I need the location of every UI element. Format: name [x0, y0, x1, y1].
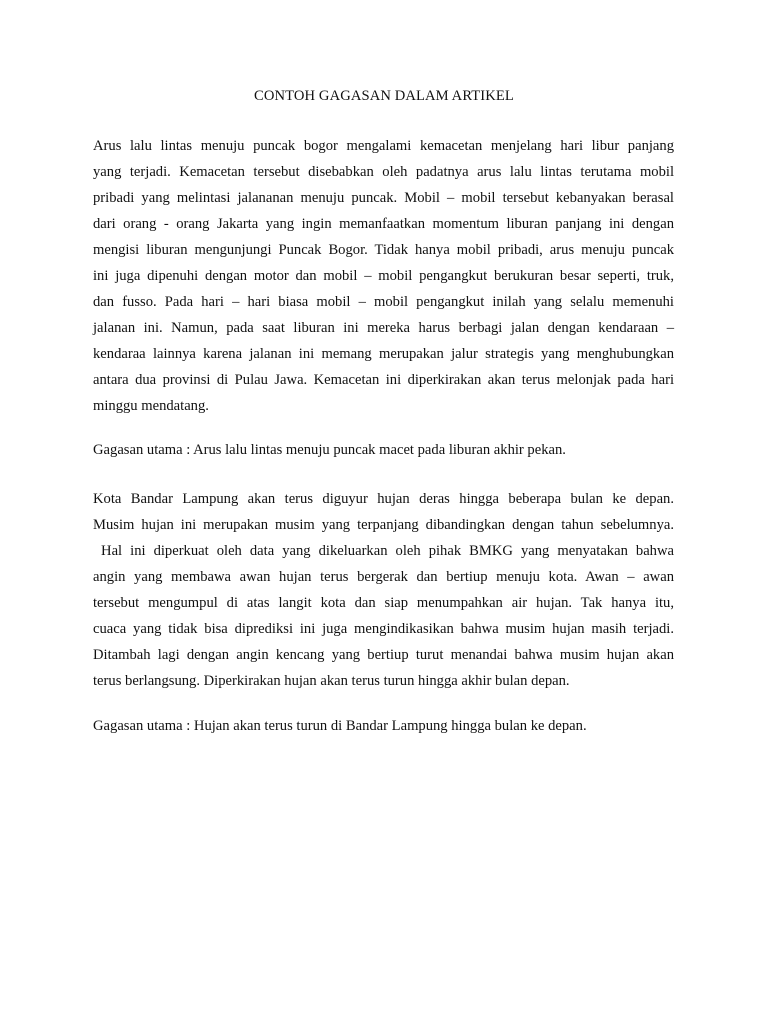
article-2-line: Kota Bandar Lampung akan terus diguyur hujan deras hingga beberapa bulan ke depan. — [93, 491, 674, 507]
document-title: CONTOH GAGASAN DALAM ARTIKEL — [254, 88, 514, 104]
article-1-line: Arus lalu lintas menuju puncak bogor mengalami kemacetan menjelang hari libur panjang — [93, 138, 674, 154]
article-2-main-idea: Gagasan utama : Hujan akan terus turun di Bandar Lampung hingga bulan ke depan. — [93, 718, 587, 734]
article-2-line: angin yang membawa awan hujan terus bergerak dan bertiup menuju kota. Awan – awan — [93, 569, 674, 585]
article-1-line: mengisi liburan mengunjungi Puncak Bogor. Tidak hanya mobil pribadi, arus menuju puncak — [93, 242, 674, 258]
article-2-line: terus berlangsung. Diperkirakan hujan akan terus turun hingga akhir bulan depan. — [93, 673, 570, 689]
article-2-line: Ditambah lagi dengan angin kencang yang bertiup turut menandai bahwa musim hujan akan — [93, 647, 674, 663]
article-1-paragraph — [93, 136, 674, 422]
article-1-main-idea: Gagasan utama : Arus lalu lintas menuju puncak macet pada liburan akhir pekan. — [93, 442, 566, 458]
article-1-line: pribadi yang melintasi jalananan menuju puncak. Mobil – mobil tersebut kebanyakan berasal — [93, 190, 674, 206]
article-2-line: Musim hujan ini merupakan musim yang terpanjang dibandingkan dengan tahun sebelumnya. — [93, 517, 674, 533]
article-2-line: tersebut mengumpul di atas langit kota dan siap menumpahkan air hujan. Tak hanya itu, — [93, 595, 674, 611]
article-1-line: dari orang - orang Jakarta yang ingin memanfaatkan momentum liburan panjang ini dengan — [93, 216, 674, 232]
article-1-line: yang terjadi. Kemacetan tersebut disebabkan oleh padatnya arus lalu lintas terutama mobil — [93, 164, 674, 180]
article-2-line: cuaca yang tidak bisa diprediksi ini juga mengindikasikan bahwa musim hujan masih terjadi. — [93, 621, 674, 637]
article-2-line: Hal ini diperkuat oleh data yang dikeluarkan oleh pihak BMKG yang menyatakan bahwa — [93, 543, 674, 559]
article-1-line: kendaraa lainnya karena jalanan ini memang merupakan jalur strategis yang menghubungkan — [93, 346, 674, 362]
article-1-line: ini juga dipenuhi dengan motor dan mobil – mobil pengangkut berukuran besar seperti, truk, — [93, 268, 674, 284]
article-1-line: minggu mendatang. — [93, 398, 209, 414]
article-2-paragraph — [93, 489, 674, 697]
article-1-line: jalanan ini. Namun, pada saat liburan ini mereka harus berbagi jalan dengan kendaraan – — [93, 320, 674, 336]
article-1-line: dan fusso. Pada hari – hari biasa mobil – mobil pengangkut inilah yang selalu memenuhi — [93, 294, 674, 310]
article-1-line: antara dua provinsi di Pulau Jawa. Kemacetan ini diperkirakan akan terus melonjak pada hari — [93, 372, 674, 388]
